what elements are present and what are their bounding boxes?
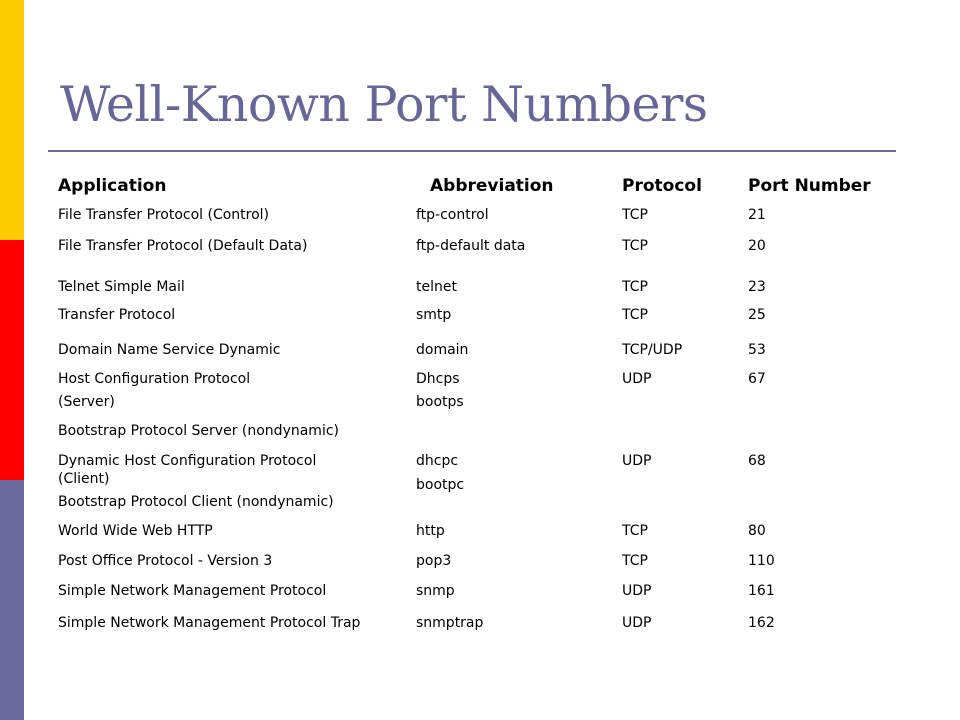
cell-protocol: TCP <box>622 279 648 295</box>
cell-abbreviation: ftp-default data <box>416 238 526 254</box>
title-underline <box>48 150 896 152</box>
cell-protocol: UDP <box>622 615 652 631</box>
cell-port: 68 <box>748 453 766 469</box>
cell-port: 25 <box>748 307 766 323</box>
cell-abbreviation: snmp <box>416 583 455 599</box>
cell-abbreviation: smtp <box>416 307 452 323</box>
cell-application: Post Office Protocol - Version 3 <box>58 553 273 569</box>
accent-bar-purple <box>0 480 24 720</box>
cell-protocol: UDP <box>622 583 652 599</box>
cell-application: File Transfer Protocol (Default Data) <box>58 238 308 254</box>
cell-application: Dynamic Host Configuration Protocol <box>58 453 317 469</box>
cell-port: 20 <box>748 238 766 254</box>
cell-abbreviation: http <box>416 523 445 539</box>
cell-protocol: TCP/UDP <box>622 342 683 358</box>
cell-application: (Server) <box>58 394 115 410</box>
cell-protocol: UDP <box>622 453 652 469</box>
cell-application: Simple Network Management Protocol Trap <box>58 615 361 631</box>
cell-application: Host Configuration Protocol <box>58 371 251 387</box>
cell-port: 53 <box>748 342 766 358</box>
cell-protocol: TCP <box>622 238 648 254</box>
cell-abbreviation: Dhcps <box>416 371 460 387</box>
accent-bar-red <box>0 240 24 480</box>
cell-application: Simple Network Management Protocol <box>58 583 327 599</box>
cell-application: Telnet Simple Mail <box>58 279 185 295</box>
cell-application: World Wide Web HTTP <box>58 523 213 539</box>
cell-application: Transfer Protocol <box>58 307 176 323</box>
cell-application: File Transfer Protocol (Control) <box>58 207 270 223</box>
accent-bar-yellow <box>0 0 24 240</box>
cell-abbreviation: domain <box>416 342 469 358</box>
cell-port: 80 <box>748 523 766 539</box>
header-abbreviation: Abbreviation <box>430 176 554 196</box>
cell-abbreviation: snmptrap <box>416 615 484 631</box>
header-protocol: Protocol <box>622 176 702 196</box>
cell-abbreviation: bootpc <box>416 477 465 493</box>
cell-port: 21 <box>748 207 766 223</box>
cell-abbreviation: telnet <box>416 279 457 295</box>
cell-protocol: TCP <box>622 207 648 223</box>
cell-application: (Client) <box>58 471 110 487</box>
cell-abbreviation: dhcpc <box>416 453 459 469</box>
cell-protocol: TCP <box>622 307 648 323</box>
cell-abbreviation: ftp-control <box>416 207 489 223</box>
cell-application: Bootstrap Protocol Server (nondynamic) <box>58 423 339 439</box>
cell-port: 23 <box>748 279 766 295</box>
cell-port: 67 <box>748 371 766 387</box>
cell-port: 162 <box>748 615 775 631</box>
cell-abbreviation: bootps <box>416 394 464 410</box>
page-title: Well-Known Port Numbers <box>60 76 708 133</box>
header-application: Application <box>58 176 167 196</box>
cell-application: Bootstrap Protocol Client (nondynamic) <box>58 494 334 510</box>
cell-port: 161 <box>748 583 775 599</box>
cell-port: 110 <box>748 553 775 569</box>
cell-protocol: UDP <box>622 371 652 387</box>
header-port-number: Port Number <box>748 176 871 196</box>
cell-protocol: TCP <box>622 553 648 569</box>
cell-application: Domain Name Service Dynamic <box>58 342 281 358</box>
cell-protocol: TCP <box>622 523 648 539</box>
cell-abbreviation: pop3 <box>416 553 452 569</box>
